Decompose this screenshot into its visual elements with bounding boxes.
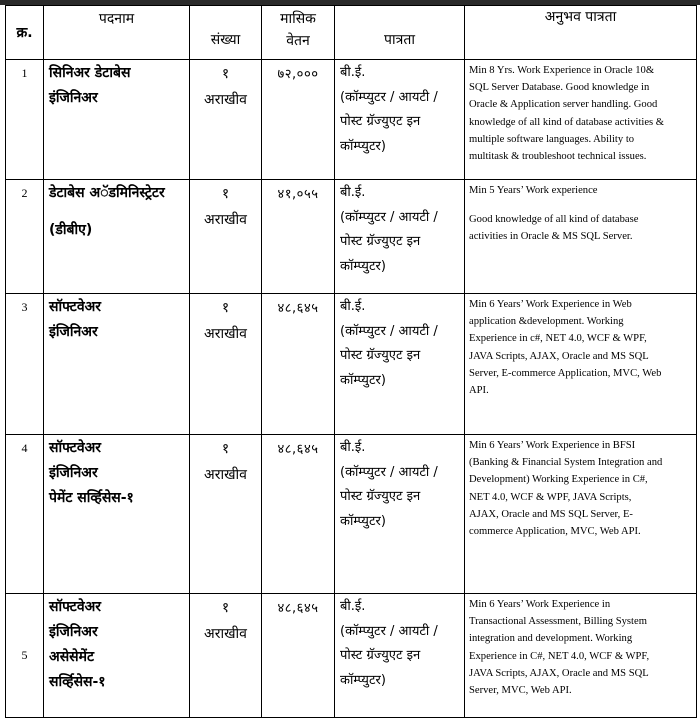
header-pay-line2: वेतन <box>286 33 310 49</box>
experience-line: Server, MVC, Web API. <box>469 685 572 697</box>
header-pay <box>262 6 335 60</box>
post-line: सिनिअर डेटाबेस <box>49 65 131 81</box>
post-line: सॉफ्टवेअर <box>49 599 102 615</box>
experience-line: SQL Server Database. Good knowledge in <box>469 82 650 94</box>
experience-line: AJAX, Oracle and MS SQL Server, E- <box>469 508 633 520</box>
eligibility-line: पोस्ट ग्रॅज्युएट इन <box>340 114 421 129</box>
count-value: १ <box>221 441 230 457</box>
eligibility-line: बी.ई. <box>340 185 366 200</box>
eligibility-line: कॉम्प्युटर) <box>340 138 386 154</box>
eligibility-line: पोस्ट ग्रॅज्युएट इन <box>340 234 421 249</box>
row-pay: ४८,६४५ <box>262 594 335 718</box>
eligibility-line: बी.ई. <box>340 440 366 455</box>
reservation-label: अराखीव <box>204 92 247 108</box>
row-serial-no: 4 <box>6 435 44 594</box>
post-line: इंजिनिअर <box>49 465 98 481</box>
table-row <box>6 60 697 180</box>
spacer <box>469 199 693 211</box>
row-pay: ४१,०५५ <box>262 180 335 294</box>
row-post <box>44 180 190 294</box>
eligibility-line: कॉम्प्युटर) <box>340 372 386 388</box>
post-line: (डीबीए) <box>49 222 93 238</box>
eligibility-line: कॉम्प्युटर) <box>340 258 386 274</box>
row-eligibility <box>335 60 465 180</box>
row-post <box>44 594 190 718</box>
experience-line: (Banking & Financial System Integration and <box>469 457 663 469</box>
reservation-label: अराखीव <box>204 326 247 342</box>
experience-line: Server, E-commerce Application, MVC, Web <box>469 367 662 379</box>
count-value: १ <box>221 186 230 202</box>
count-value: १ <box>221 66 230 82</box>
row-pay: ४८,६४५ <box>262 435 335 594</box>
row-post <box>44 435 190 594</box>
experience-line: Oracle & Application server handling. Good <box>469 99 658 111</box>
eligibility-line: कॉम्प्युटर) <box>340 672 386 688</box>
experience-line: Min 6 Years’ Work Experience in Web <box>469 299 632 310</box>
row-count <box>190 180 262 294</box>
table-row <box>6 294 697 435</box>
experience-line: multiple software languages. Ability to <box>469 133 635 145</box>
eligibility-line: बी.ई. <box>340 599 366 614</box>
post-line: इंजिनिअर <box>49 90 98 106</box>
post-line: डेटाबेस अॅडमिनिस्ट्रेटर <box>49 185 165 201</box>
eligibility-line: (कॉम्प्युटर / आयटी / <box>340 623 438 639</box>
post-line: सॉफ्टवेअर <box>49 299 102 315</box>
experience-line: Experience in c#, NET 4.0, WCF & WPF, <box>469 333 647 345</box>
row-experience <box>465 60 697 180</box>
count-value: १ <box>221 600 230 616</box>
reservation-label: अराखीव <box>204 626 247 642</box>
eligibility-line: पोस्ट ग्रॅज्युएट इन <box>340 348 421 363</box>
experience-line: Experience in C#, NET 4.0, WCF & WPF, <box>469 650 650 662</box>
experience-line: Min 6 Years’ Work Experience in BFSI <box>469 440 636 451</box>
eligibility-line: (कॉम्प्युटर / आयटी / <box>340 209 438 225</box>
header-row <box>6 6 697 60</box>
row-serial-no: 2 <box>6 180 44 294</box>
post-line: असेसेमेंट <box>49 649 95 665</box>
row-pay: ७२,००० <box>262 60 335 180</box>
experience-line: Development) Working Experience in C#, <box>469 474 648 486</box>
eligibility-line: (कॉम्प्युटर / आयटी / <box>340 89 438 105</box>
table-row <box>6 180 697 294</box>
row-experience <box>465 294 697 435</box>
experience-line: Min 8 Yrs. Work Experience in Oracle 10& <box>469 65 655 76</box>
row-serial-no: 1 <box>6 60 44 180</box>
row-pay: ४८,६४५ <box>262 294 335 435</box>
header-serial-no: क्र. <box>6 6 44 60</box>
experience-line: JAVA Scripts, AJAX, Oracle and MS SQL <box>469 667 649 679</box>
eligibility-line: (कॉम्प्युटर / आयटी / <box>340 323 438 339</box>
row-experience <box>465 435 697 594</box>
eligibility-line: कॉम्प्युटर) <box>340 513 386 529</box>
experience-line: JAVA Scripts, AJAX, Oracle and MS SQL <box>469 350 649 362</box>
row-serial-no: 3 <box>6 294 44 435</box>
row-eligibility <box>335 180 465 294</box>
post-line: इंजिनिअर <box>49 624 98 640</box>
row-eligibility <box>335 435 465 594</box>
experience-line: knowledge of all kind of database activities & <box>469 116 665 128</box>
header-experience: अनुभव पात्रता <box>465 6 697 60</box>
experience-line: commerce Application, MVC, Web API. <box>469 526 641 538</box>
row-count <box>190 594 262 718</box>
header-pay-line1: मासिक <box>280 11 316 27</box>
post-line: पेमेंट सर्व्हिसेस-१ <box>49 490 134 506</box>
row-count <box>190 294 262 435</box>
post-line: सॉफ्टवेअर <box>49 440 102 456</box>
row-eligibility <box>335 294 465 435</box>
eligibility-line: (कॉम्प्युटर / आयटी / <box>340 464 438 480</box>
row-eligibility <box>335 594 465 718</box>
experience-line: Good knowledge of all kind of database <box>469 214 639 226</box>
row-experience <box>465 180 697 294</box>
experience-line: Transactional Assessment, Billing System <box>469 616 647 628</box>
count-value: १ <box>221 300 230 316</box>
experience-line: application &development. Working <box>469 316 624 328</box>
table-row <box>6 594 697 718</box>
experience-line: multitask & troubleshoot technical issues. <box>469 151 647 163</box>
row-post <box>44 60 190 180</box>
vacancy-table <box>5 5 697 718</box>
post-line: इंजिनिअर <box>49 324 98 340</box>
experience-line: API. <box>469 385 489 397</box>
reservation-label: अराखीव <box>204 467 247 483</box>
experience-line: Min 5 Years’ Work experience <box>469 185 598 196</box>
row-count <box>190 60 262 180</box>
row-post <box>44 294 190 435</box>
row-count <box>190 435 262 594</box>
experience-line: NET 4.0, WCF & WPF, JAVA Scripts, <box>469 491 632 503</box>
header-post: पदनाम <box>44 6 190 60</box>
header-count: संख्या <box>190 6 262 60</box>
eligibility-line: पोस्ट ग्रॅज्युएट इन <box>340 489 421 504</box>
experience-line: integration and development. Working <box>469 633 633 645</box>
eligibility-line: पोस्ट ग्रॅज्युएट इन <box>340 648 421 663</box>
header-eligibility: पात्रता <box>335 6 465 60</box>
row-serial-no: 5 <box>6 594 44 718</box>
eligibility-line: बी.ई. <box>340 65 366 80</box>
table-row <box>6 435 697 594</box>
reservation-label: अराखीव <box>204 212 247 228</box>
eligibility-line: बी.ई. <box>340 299 366 314</box>
experience-line: activities in Oracle & MS SQL Server. <box>469 231 633 243</box>
post-line: सर्व्हिसेस-१ <box>49 674 106 690</box>
experience-line: Min 6 Years’ Work Experience in <box>469 599 611 610</box>
row-experience <box>465 594 697 718</box>
